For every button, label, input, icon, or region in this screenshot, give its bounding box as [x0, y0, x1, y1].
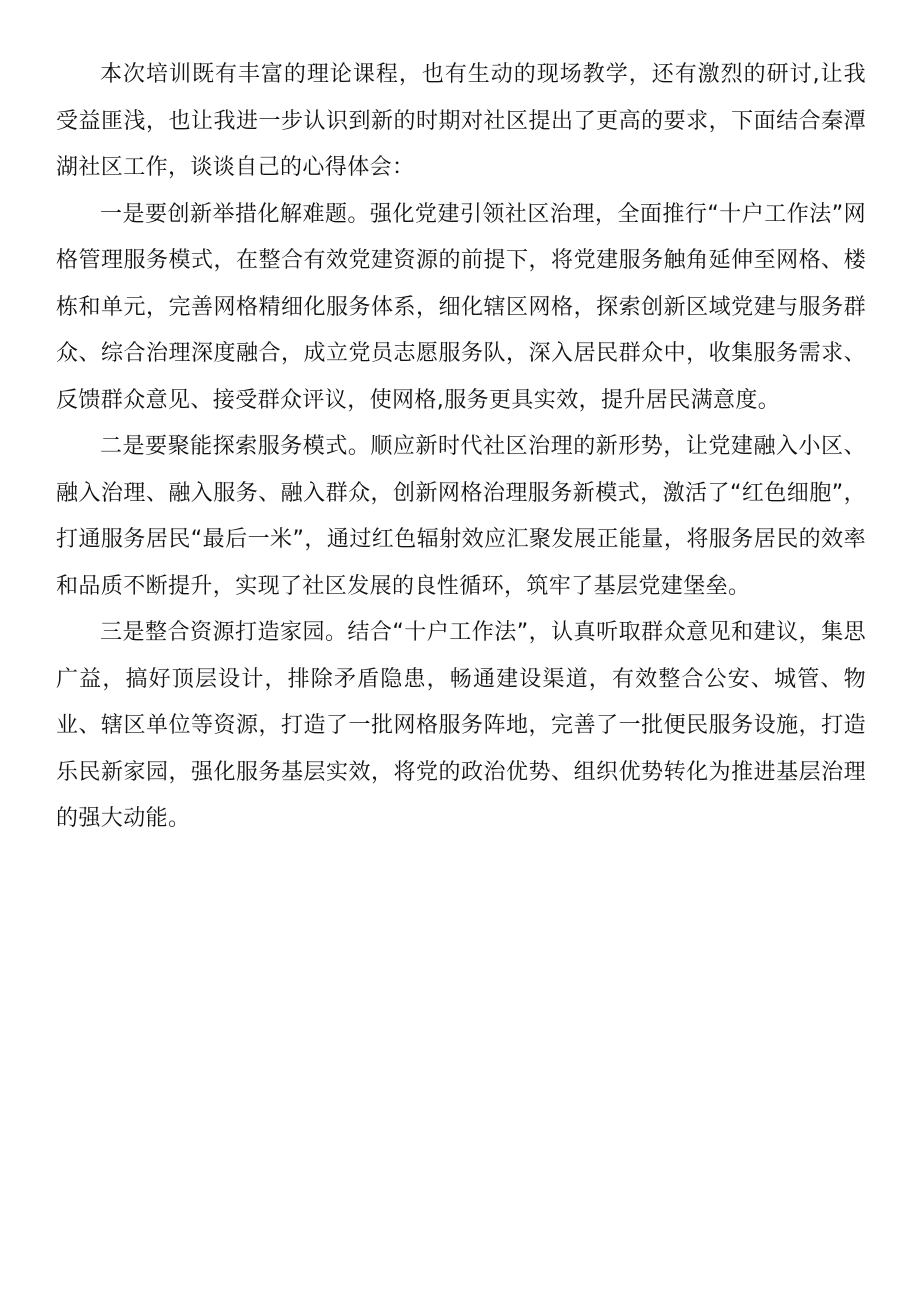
paragraph-point-two: 二是要聚能探索服务模式。顺应新时代社区治理的新形势，让党建融入小区、融入治理、融入服务、融入群众，创新网格治理服务新模式，激活了“红色细胞”，打通服务居民“最后一米”，通过红色辐射效应汇聚发展正能量，将服务居民的效率和品质不断提升，实现了社区发展的良性循环，筑牢了基层党建堡垒。 — [56, 434, 866, 599]
paragraph-point-three: 三是整合资源打造家园。结合“十户工作法”，认真听取群众意见和建议，集思广益，搞好顶层设计，排除矛盾隐患，畅通建设渠道，有效整合公安、城管、物业、辖区单位等资源，打造了一批网格服务阵地，完善了一批便民服务设施，打造乐民新家园，强化服务基层实效，将党的政治优势、组织优势转化为推进基层治理的强大动能。 — [56, 620, 866, 831]
paragraph-intro: 本次培训既有丰富的理论课程，也有生动的现场教学，还有激烈的研讨,让我受益匪浅，也让我进一步认识到新的时期对社区提出了更高的要求，下面结合秦潭湖社区工作，谈谈自己的心得体会： — [56, 62, 866, 180]
document-body — [56, 52, 866, 843]
paragraph-point-one: 一是要创新举措化解难题。强化党建引领社区治理，全面推行“十户工作法”网格管理服务模式，在整合有效党建资源的前提下，将党建服务触角延伸至网格、楼栋和单元，完善网格精细化服务体系，细化辖区网格，探索创新区域党建与服务群众、综合治理深度融合，成立党员志愿服务队，深入居民群众中，收集服务需求、反馈群众意见、接受群众评议，使网格,服务更具实效，提升居民满意度。 — [56, 201, 866, 413]
